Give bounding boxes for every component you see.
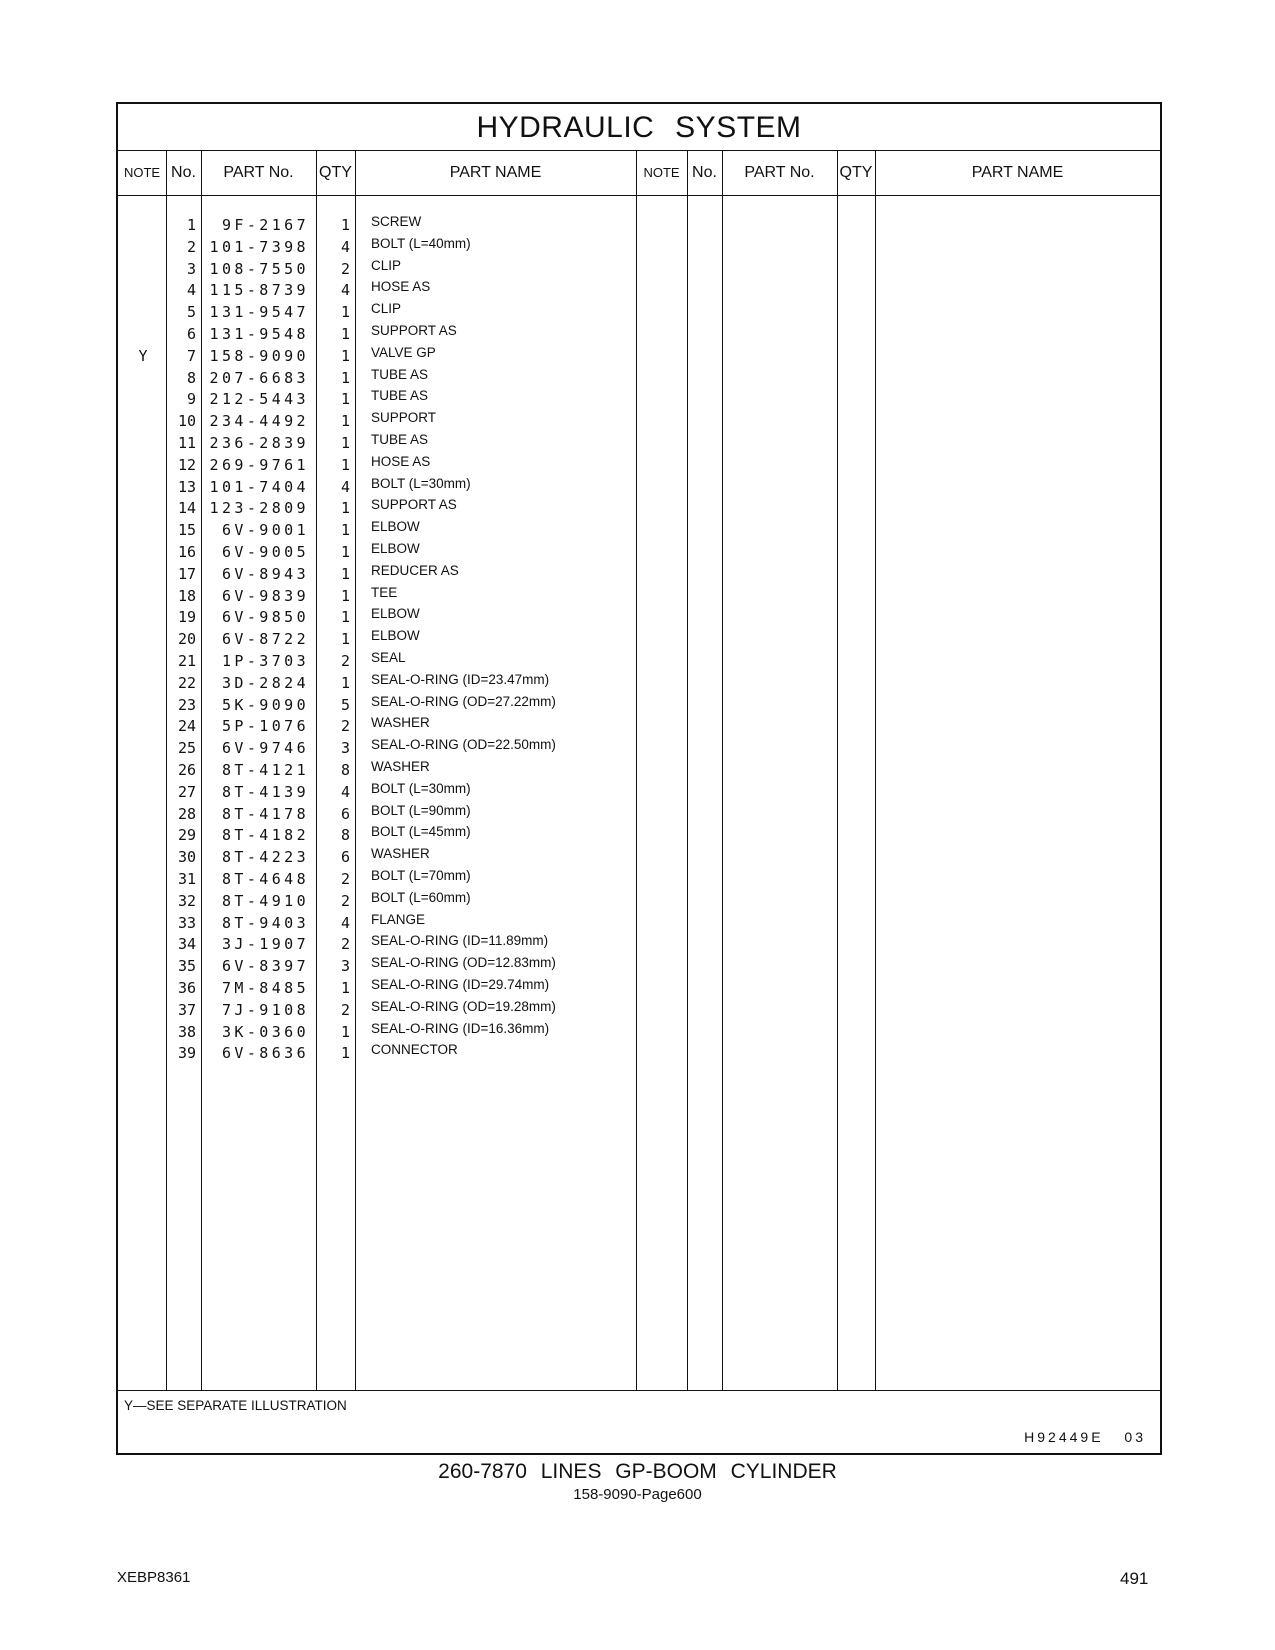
- table-row: [118, 1042, 658, 1064]
- part-number-cell: 8T-4178: [221, 804, 309, 823]
- item-number-cell: 7: [186, 346, 196, 365]
- part-name-cell: WASHER: [371, 846, 430, 862]
- part-number-cell: 5P-1076: [221, 717, 309, 736]
- quantity-cell: 1: [340, 346, 350, 365]
- quantity-cell: 1: [340, 434, 350, 452]
- table-row: [118, 214, 658, 236]
- part-name-cell: SEAL-O-RING (ID=29.74mm): [371, 977, 550, 992]
- quantity-cell: 4: [340, 477, 350, 496]
- quantity-cell: 1: [340, 673, 350, 692]
- item-number-cell: 10: [177, 412, 196, 431]
- quantity-cell: 4: [340, 913, 350, 932]
- part-name-cell: SEAL-O-RING (ID=23.47mm): [371, 671, 550, 687]
- quantity-cell: 2: [340, 259, 350, 278]
- part-name-cell: VALVE GP: [371, 344, 436, 360]
- part-name-cell: SEAL-O-RING (OD=27.22mm): [371, 693, 556, 709]
- part-number-cell: 8T-4182: [221, 826, 309, 845]
- header-part-name-left: PART NAME: [449, 164, 542, 181]
- column-divider: [722, 150, 723, 1391]
- item-number-cell: 33: [177, 913, 196, 932]
- quantity-cell: 1: [340, 455, 350, 474]
- part-name-cell: SEAL: [371, 650, 406, 665]
- quantity-cell: 1: [340, 1022, 350, 1041]
- part-number-cell: 6V-9746: [221, 739, 309, 758]
- item-number-cell: 36: [177, 979, 196, 997]
- part-number-cell: 7M-8485: [221, 979, 309, 997]
- quantity-cell: 4: [340, 782, 350, 801]
- part-name-cell: CLIP: [371, 301, 402, 317]
- table-row: [118, 541, 658, 563]
- column-divider: [837, 150, 838, 1391]
- table-row: [118, 890, 658, 912]
- part-number-cell: 1P-3703: [221, 652, 309, 670]
- part-number-cell: 101-7404: [209, 477, 309, 496]
- quantity-cell: 2: [340, 1000, 350, 1019]
- table-row: [118, 476, 658, 498]
- quantity-cell: 3: [340, 739, 350, 758]
- part-name-cell: BOLT (L=90mm): [371, 802, 471, 818]
- part-name-cell: ELBOW: [371, 628, 420, 644]
- part-name-cell: TUBE AS: [371, 366, 429, 382]
- quantity-cell: 6: [340, 804, 350, 823]
- table-row: [118, 432, 658, 454]
- part-name-cell: SUPPORT AS: [371, 497, 457, 513]
- group-subcaption: 158-9090-Page600: [573, 1486, 702, 1503]
- quantity-cell: 1: [340, 586, 350, 605]
- table-row: [118, 824, 658, 846]
- table-row: [118, 715, 658, 737]
- table-row: [118, 367, 658, 389]
- part-name-cell: ELBOW: [371, 519, 420, 535]
- item-number-cell: 22: [177, 673, 196, 692]
- item-number-cell: 30: [177, 848, 196, 867]
- part-number-cell: 158-9090: [209, 346, 309, 365]
- part-name-cell: HOSE AS: [371, 279, 431, 295]
- table-row: [118, 585, 658, 607]
- item-number-cell: 4: [186, 281, 196, 300]
- part-name-cell: REDUCER AS: [371, 562, 459, 578]
- part-number-cell: 3K-0360: [221, 1022, 309, 1041]
- quantity-cell: 1: [340, 521, 350, 540]
- item-number-cell: 13: [177, 477, 196, 496]
- quantity-cell: 5: [340, 695, 350, 714]
- part-number-cell: 7J-9108: [221, 1000, 309, 1019]
- item-number-cell: 19: [177, 608, 196, 627]
- quantity-cell: 4: [340, 281, 350, 300]
- part-number-cell: 5K-9090: [221, 695, 309, 714]
- table-row: [118, 236, 658, 258]
- part-name-cell: BOLT (L=45mm): [371, 824, 471, 840]
- part-name-cell: SUPPORT: [371, 410, 437, 426]
- part-number-cell: 9F-2167: [221, 216, 309, 234]
- header-qty-right: QTY: [839, 164, 873, 181]
- part-number-cell: 6V-8636: [221, 1044, 309, 1063]
- quantity-cell: 1: [340, 564, 350, 583]
- item-number-cell: 3: [186, 259, 196, 278]
- quantity-cell: 8: [340, 761, 350, 779]
- item-number-cell: 11: [177, 434, 196, 452]
- part-number-cell: 101-7398: [209, 237, 309, 256]
- header-part-name-right: PART NAME: [971, 164, 1064, 181]
- header-note-right: NOTE: [643, 165, 680, 180]
- item-number-cell: 20: [177, 630, 196, 649]
- note-cell: Y: [138, 346, 148, 365]
- table-row: [118, 258, 658, 280]
- part-number-cell: 123-2809: [209, 499, 309, 518]
- quantity-cell: 2: [340, 717, 350, 736]
- item-number-cell: 24: [177, 717, 196, 736]
- quantity-cell: 4: [340, 237, 350, 256]
- item-number-cell: 5: [186, 303, 196, 322]
- table-row: [118, 628, 658, 650]
- footnote: Y—SEE SEPARATE ILLUSTRATION: [124, 1398, 347, 1413]
- column-divider: [687, 150, 688, 1391]
- quantity-cell: 1: [340, 543, 350, 561]
- quantity-cell: 1: [340, 412, 350, 431]
- part-name-cell: SUPPORT AS: [371, 323, 457, 338]
- page-number: 491: [1120, 1569, 1149, 1588]
- part-number-cell: 8T-4910: [221, 891, 309, 910]
- item-number-cell: 2: [186, 237, 196, 256]
- table-row: [118, 737, 658, 759]
- illustration-code: H92449E 03: [1024, 1429, 1146, 1445]
- quantity-cell: 2: [340, 652, 350, 670]
- quantity-cell: 1: [340, 368, 350, 387]
- part-number-cell: 115-8739: [209, 281, 309, 300]
- table-row: [118, 454, 658, 476]
- table-row: [118, 345, 658, 367]
- part-name-cell: SCREW: [371, 214, 422, 229]
- item-number-cell: 6: [186, 325, 196, 343]
- quantity-cell: 1: [340, 979, 350, 997]
- part-number-cell: 6V-8722: [221, 630, 309, 649]
- part-name-cell: BOLT (L=30mm): [371, 780, 471, 796]
- item-number-cell: 8: [186, 368, 196, 387]
- header-no-left: No.: [171, 164, 196, 181]
- table-row: [118, 846, 658, 868]
- group-caption: 260-7870 LINES GP-BOOM CYLINDER: [438, 1460, 837, 1483]
- header-no-right: No.: [692, 164, 717, 181]
- quantity-cell: 8: [340, 826, 350, 845]
- part-name-cell: FLANGE: [371, 911, 426, 927]
- item-number-cell: 12: [177, 455, 196, 474]
- table-row: [118, 781, 658, 803]
- part-number-cell: 6V-8943: [221, 564, 309, 583]
- table-row: [118, 955, 658, 977]
- table-row: [118, 650, 658, 672]
- quantity-cell: 1: [340, 1044, 350, 1063]
- part-number-cell: 234-4492: [209, 412, 309, 431]
- item-number-cell: 27: [177, 782, 196, 801]
- table-row: [118, 410, 658, 432]
- item-number-cell: 21: [177, 652, 196, 670]
- item-number-cell: 39: [177, 1044, 196, 1063]
- column-header-row: [118, 150, 1160, 196]
- part-number-cell: 6V-9850: [221, 608, 309, 627]
- quantity-cell: 1: [340, 216, 350, 234]
- item-number-cell: 35: [177, 957, 196, 976]
- item-number-cell: 34: [177, 935, 196, 954]
- part-name-cell: SEAL-O-RING (OD=22.50mm): [371, 737, 556, 753]
- item-number-cell: 28: [177, 804, 196, 823]
- part-name-cell: ELBOW: [371, 541, 420, 556]
- item-number-cell: 32: [177, 891, 196, 910]
- table-row: [118, 672, 658, 694]
- part-name-cell: WASHER: [371, 715, 430, 731]
- part-number-cell: 269-9761: [209, 455, 309, 474]
- part-number-cell: 108-7550: [209, 259, 309, 278]
- parts-table-frame: [116, 102, 1162, 1455]
- quantity-cell: 2: [340, 891, 350, 910]
- quantity-cell: 3: [340, 957, 350, 976]
- table-row: [118, 323, 658, 345]
- item-number-cell: 29: [177, 826, 196, 845]
- part-name-cell: TEE: [371, 584, 398, 600]
- part-number-cell: 8T-4648: [221, 870, 309, 888]
- header-part-no-right: PART No.: [744, 164, 815, 181]
- table-row: [118, 497, 658, 519]
- table-row: [118, 868, 658, 890]
- item-number-cell: 38: [177, 1022, 196, 1041]
- table-row: [118, 279, 658, 301]
- table-row: [118, 759, 658, 781]
- quantity-cell: 1: [340, 303, 350, 322]
- part-name-cell: HOSE AS: [371, 453, 431, 469]
- table-row: [118, 912, 658, 934]
- column-divider: [875, 150, 876, 1391]
- table-row: [118, 803, 658, 825]
- table-row: [118, 933, 658, 955]
- table-row: [118, 563, 658, 585]
- item-number-cell: 1: [186, 216, 196, 234]
- part-number-cell: 8T-4223: [221, 848, 309, 867]
- quantity-cell: 1: [340, 608, 350, 627]
- part-name-cell: SEAL-O-RING (OD=12.83mm): [371, 955, 556, 971]
- part-name-cell: TUBE AS: [371, 388, 429, 404]
- item-number-cell: 16: [177, 543, 196, 561]
- part-name-cell: BOLT (L=60mm): [371, 889, 471, 905]
- section-title: HYDRAULIC SYSTEM: [118, 104, 1160, 151]
- part-name-cell: CONNECTOR: [371, 1042, 458, 1058]
- part-number-cell: 6V-9839: [221, 586, 309, 605]
- item-number-cell: 14: [177, 499, 196, 518]
- part-name-cell: BOLT (L=70mm): [371, 868, 471, 883]
- item-number-cell: 18: [177, 586, 196, 605]
- part-number-cell: 6V-9005: [221, 543, 309, 561]
- item-number-cell: 37: [177, 1000, 196, 1019]
- part-name-cell: SEAL-O-RING (ID=16.36mm): [371, 1020, 550, 1036]
- quantity-cell: 6: [340, 848, 350, 867]
- part-number-cell: 212-5443: [209, 390, 309, 409]
- quantity-cell: 1: [340, 390, 350, 409]
- item-number-cell: 9: [186, 390, 196, 409]
- quantity-cell: 1: [340, 325, 350, 343]
- document-id: XEBP8361: [117, 1569, 191, 1586]
- part-name-cell: ELBOW: [371, 606, 420, 622]
- quantity-cell: 1: [340, 499, 350, 518]
- part-name-cell: TUBE AS: [371, 432, 429, 447]
- item-number-cell: 26: [177, 761, 196, 779]
- table-row: [118, 606, 658, 628]
- table-row: [118, 694, 658, 716]
- quantity-cell: 1: [340, 630, 350, 649]
- part-number-cell: 6V-9001: [221, 521, 309, 540]
- part-number-cell: 8T-4139: [221, 782, 309, 801]
- item-number-cell: 17: [177, 564, 196, 583]
- header-part-no-left: PART No.: [223, 164, 294, 181]
- part-number-cell: 8T-4121: [221, 761, 309, 779]
- part-number-cell: 3J-1907: [221, 935, 309, 954]
- part-number-cell: 8T-9403: [221, 913, 309, 932]
- part-name-cell: BOLT (L=30mm): [371, 475, 471, 491]
- part-number-cell: 3D-2824: [221, 673, 309, 692]
- table-row: [118, 1021, 658, 1043]
- part-number-cell: 236-2839: [209, 434, 309, 452]
- header-note-left: NOTE: [123, 165, 161, 180]
- item-number-cell: 15: [177, 521, 196, 540]
- part-name-cell: WASHER: [371, 759, 430, 774]
- footer-divider: [118, 1390, 1160, 1391]
- table-row: [118, 519, 658, 541]
- part-name-cell: SEAL-O-RING (OD=19.28mm): [371, 998, 556, 1014]
- part-number-cell: 131-9547: [209, 303, 309, 322]
- table-row: [118, 999, 658, 1021]
- quantity-cell: 2: [340, 870, 350, 888]
- table-row: [118, 388, 658, 410]
- part-name-cell: BOLT (L=40mm): [371, 235, 471, 251]
- quantity-cell: 2: [340, 935, 350, 954]
- header-qty-left: QTY: [319, 164, 352, 181]
- item-number-cell: 23: [177, 695, 196, 714]
- part-number-cell: 6V-8397: [221, 957, 309, 976]
- item-number-cell: 31: [177, 870, 196, 888]
- part-name-cell: SEAL-O-RING (ID=11.89mm): [371, 933, 549, 949]
- part-number-cell: 207-6683: [209, 368, 309, 387]
- table-row: [118, 301, 658, 323]
- part-name-cell: CLIP: [371, 257, 402, 273]
- item-number-cell: 25: [177, 739, 196, 758]
- table-row: [118, 977, 658, 999]
- part-number-cell: 131-9548: [209, 325, 309, 343]
